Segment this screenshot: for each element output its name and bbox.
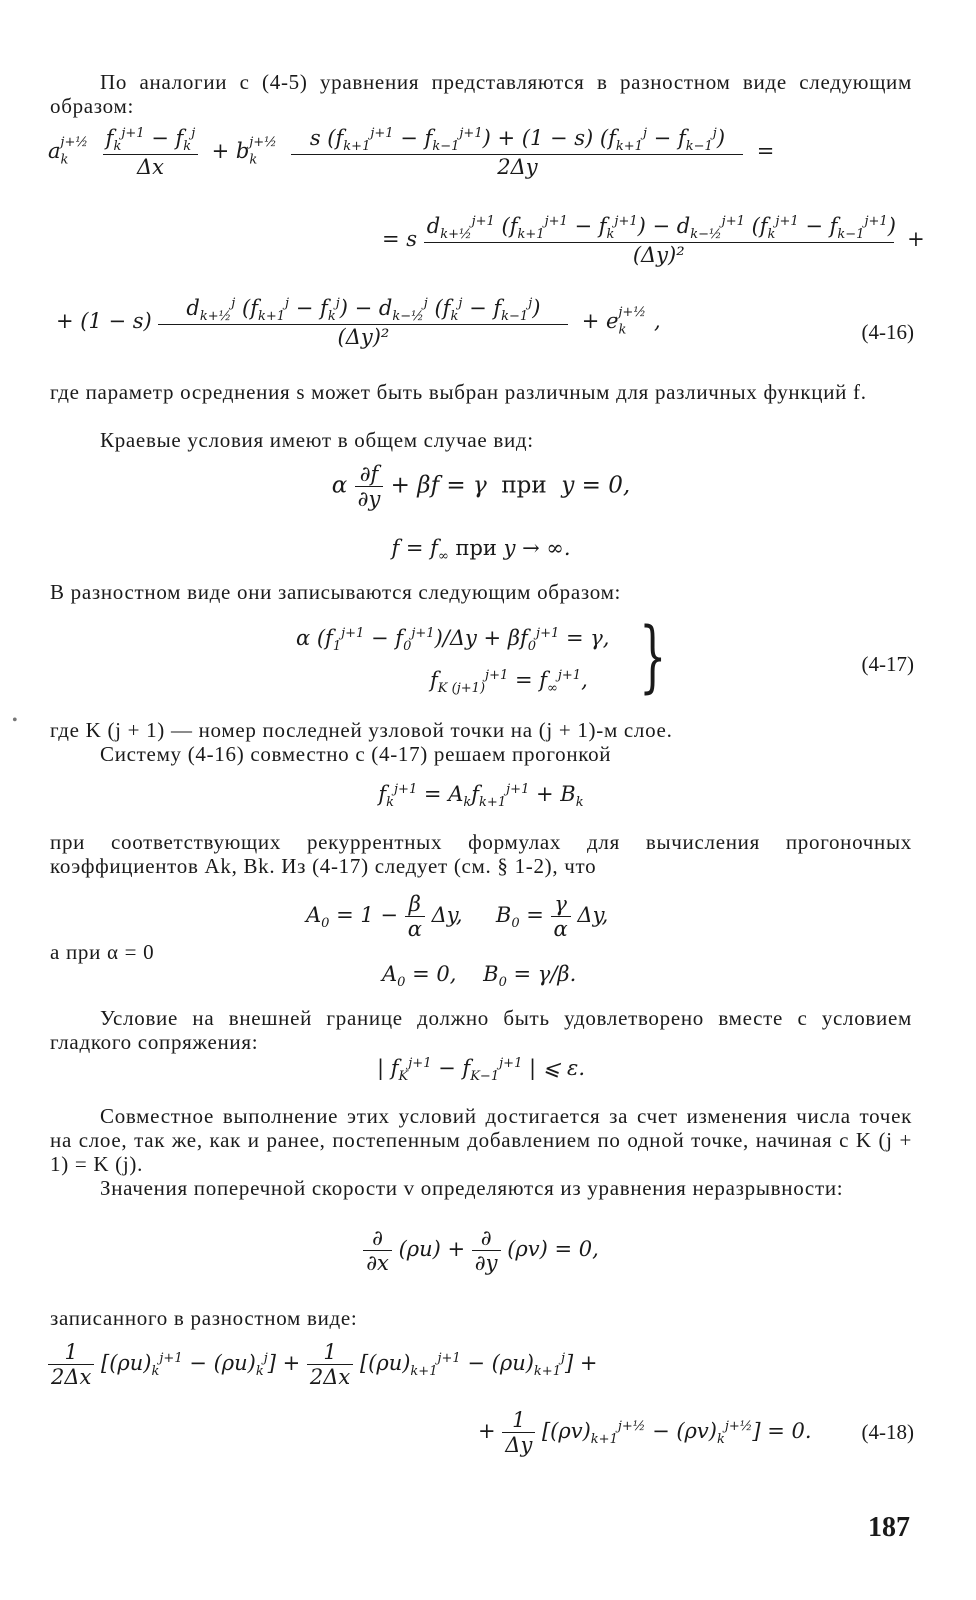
paragraph-outer-boundary: Условие на внешней границе должно быть удовлетворено вместе с условием гладкого сопряжения: [50, 1006, 912, 1054]
equation-continuity: $\frac{\partial}{\partial x}$ (ρu) + $\frac{\partial}{\partial y}$ (ρv) = 0, [50, 1226, 912, 1275]
equation-smooth-matching: | $f_K^{j+1} - f_{K-1}^{j+1}$ | ⩽ ε. [376, 1056, 586, 1085]
paragraph-sweep: Систему (4-16) совместно с (4-17) решаем прогонкой [100, 742, 612, 766]
paragraph-joint-fulfillment: Совместное выполнение этих условий достигается за счет изменения числа точек на слое, так же, как и ранее, постепенным добавлением по одной точке, начиная с K (j + 1) = K (j). [50, 1104, 912, 1176]
paragraph-averaging: где параметр осреднения s может быть выбран различным для различных функций f. [50, 380, 867, 404]
equation-boundary-2: $f = f_\infty$ при y → ∞. [391, 536, 571, 565]
equation-4-16-line2: = s $\frac{d_{k+\frac{1}{2}}^{j+1} (f_{k+1}^{j+1} - f_k^{j+1}) - d_{k-\frac{1}{2}}^{j+1} (f_k^{j+1} - f_{k-1}^{j+1})}{\text{(Δy)²}}$ + [382, 214, 925, 268]
equation-number-4-17: (4-17) [861, 652, 914, 676]
right-brace: } [639, 612, 667, 702]
paragraph-difference-continuity: записанного в разностном виде: [50, 1306, 358, 1330]
equation-boundary-1: α $\frac{\partial f}{\partial y}$ + βf = γ при y = 0, [331, 462, 631, 511]
paragraph-intro: По аналогии с (4-5) уравнения представляются в разностном виде следующим образом: [50, 70, 912, 118]
page-number: 187 [868, 1512, 910, 1543]
equation-4-17-line2: $f_{K (j+1)}^{j+1} = f_\infty^{j+1}$, [430, 668, 588, 697]
equation-4-16-line3: + (1 − s) $\frac{d_{k+\frac{1}{2}}^j (f_{k+1}^j - f_k^j) - d_{k-\frac{1}{2}}^j (f_k^j - f_{k-1}^j)}{\text{(Δy)²}}$ + $e_k^{j+\frac{1}{2}}$ , [56, 296, 661, 350]
equation-sweep: $f_k^{j+1} = A_kf_{k+1}^{j+1} + B_k$ [378, 782, 584, 811]
paragraph-coefficients: при соответствующих рекуррентных формулах для вычисления прогоночных коэффициентов Ak, Bk. Из (4-17) следует (см. § 1-2), что [50, 830, 912, 878]
paragraph-last-node: где K (j + 1) — номер последней узловой точки на (j + 1)-м слое. [50, 718, 673, 742]
equation-number-4-18: (4-18) [861, 1420, 914, 1444]
paragraph-difference-form: В разностном виде они записываются следующим образом: [50, 580, 622, 604]
equation-4-16-line1: $a_k^{j+\frac{1}{2}}$ $\frac{f_k^{j+1} - f_k^j}{\Delta x}$ + $b_k^{j+\frac{1}{2}}$ $\frac{s (f_{k+1}^{j+1} - f_{k-1}^{j+1}) + (1 - s) (f_{k+1}^j - f_{k-1}^j)}{2\Delta y}$ = [48, 126, 775, 180]
paragraph-transverse-velocity: Значения поперечной скорости v определяются из уравнения неразрывности: [100, 1176, 844, 1200]
equation-alpha-zero: $A_0 = 0$, $B_0 = \gamma/\beta$. [382, 962, 577, 991]
equation-4-17-line1: α $(f_1^{j+1} - f_0^{j+1})/\Delta y + \beta f_0^{j+1} = \gamma$, [296, 626, 610, 655]
scan-speck: • [12, 712, 18, 729]
paragraph-alpha-zero: а при α = 0 [50, 940, 155, 964]
equation-a0-b0: $A_0 = 1$ − $\frac{\beta}{\alpha}$ Δy, $B_0$ = $\frac{\gamma}{\alpha}$ Δy, [306, 892, 609, 941]
equation-number-4-16: (4-16) [861, 320, 914, 344]
paragraph-boundary: Краевые условия имеют в общем случае вид: [100, 428, 534, 452]
equation-4-18-line2: + $\frac{1}{\Delta y}$ $[(\rho v)_{k+1}^{j+\frac{1}{2}} - (\rho v)_k^{j+\frac{1}{2}}] = 0$. [478, 1408, 812, 1457]
equation-4-18-line1: $\frac{1}{2\Delta x}$ $[(\rho u)_k^{j+1} - (\rho u)_k^j]$ + $\frac{1}{2\Delta x}$ $[(\rho u)_{k+1}^{j+1} - (\rho u)_{k+1}^j]$ + [48, 1340, 598, 1389]
